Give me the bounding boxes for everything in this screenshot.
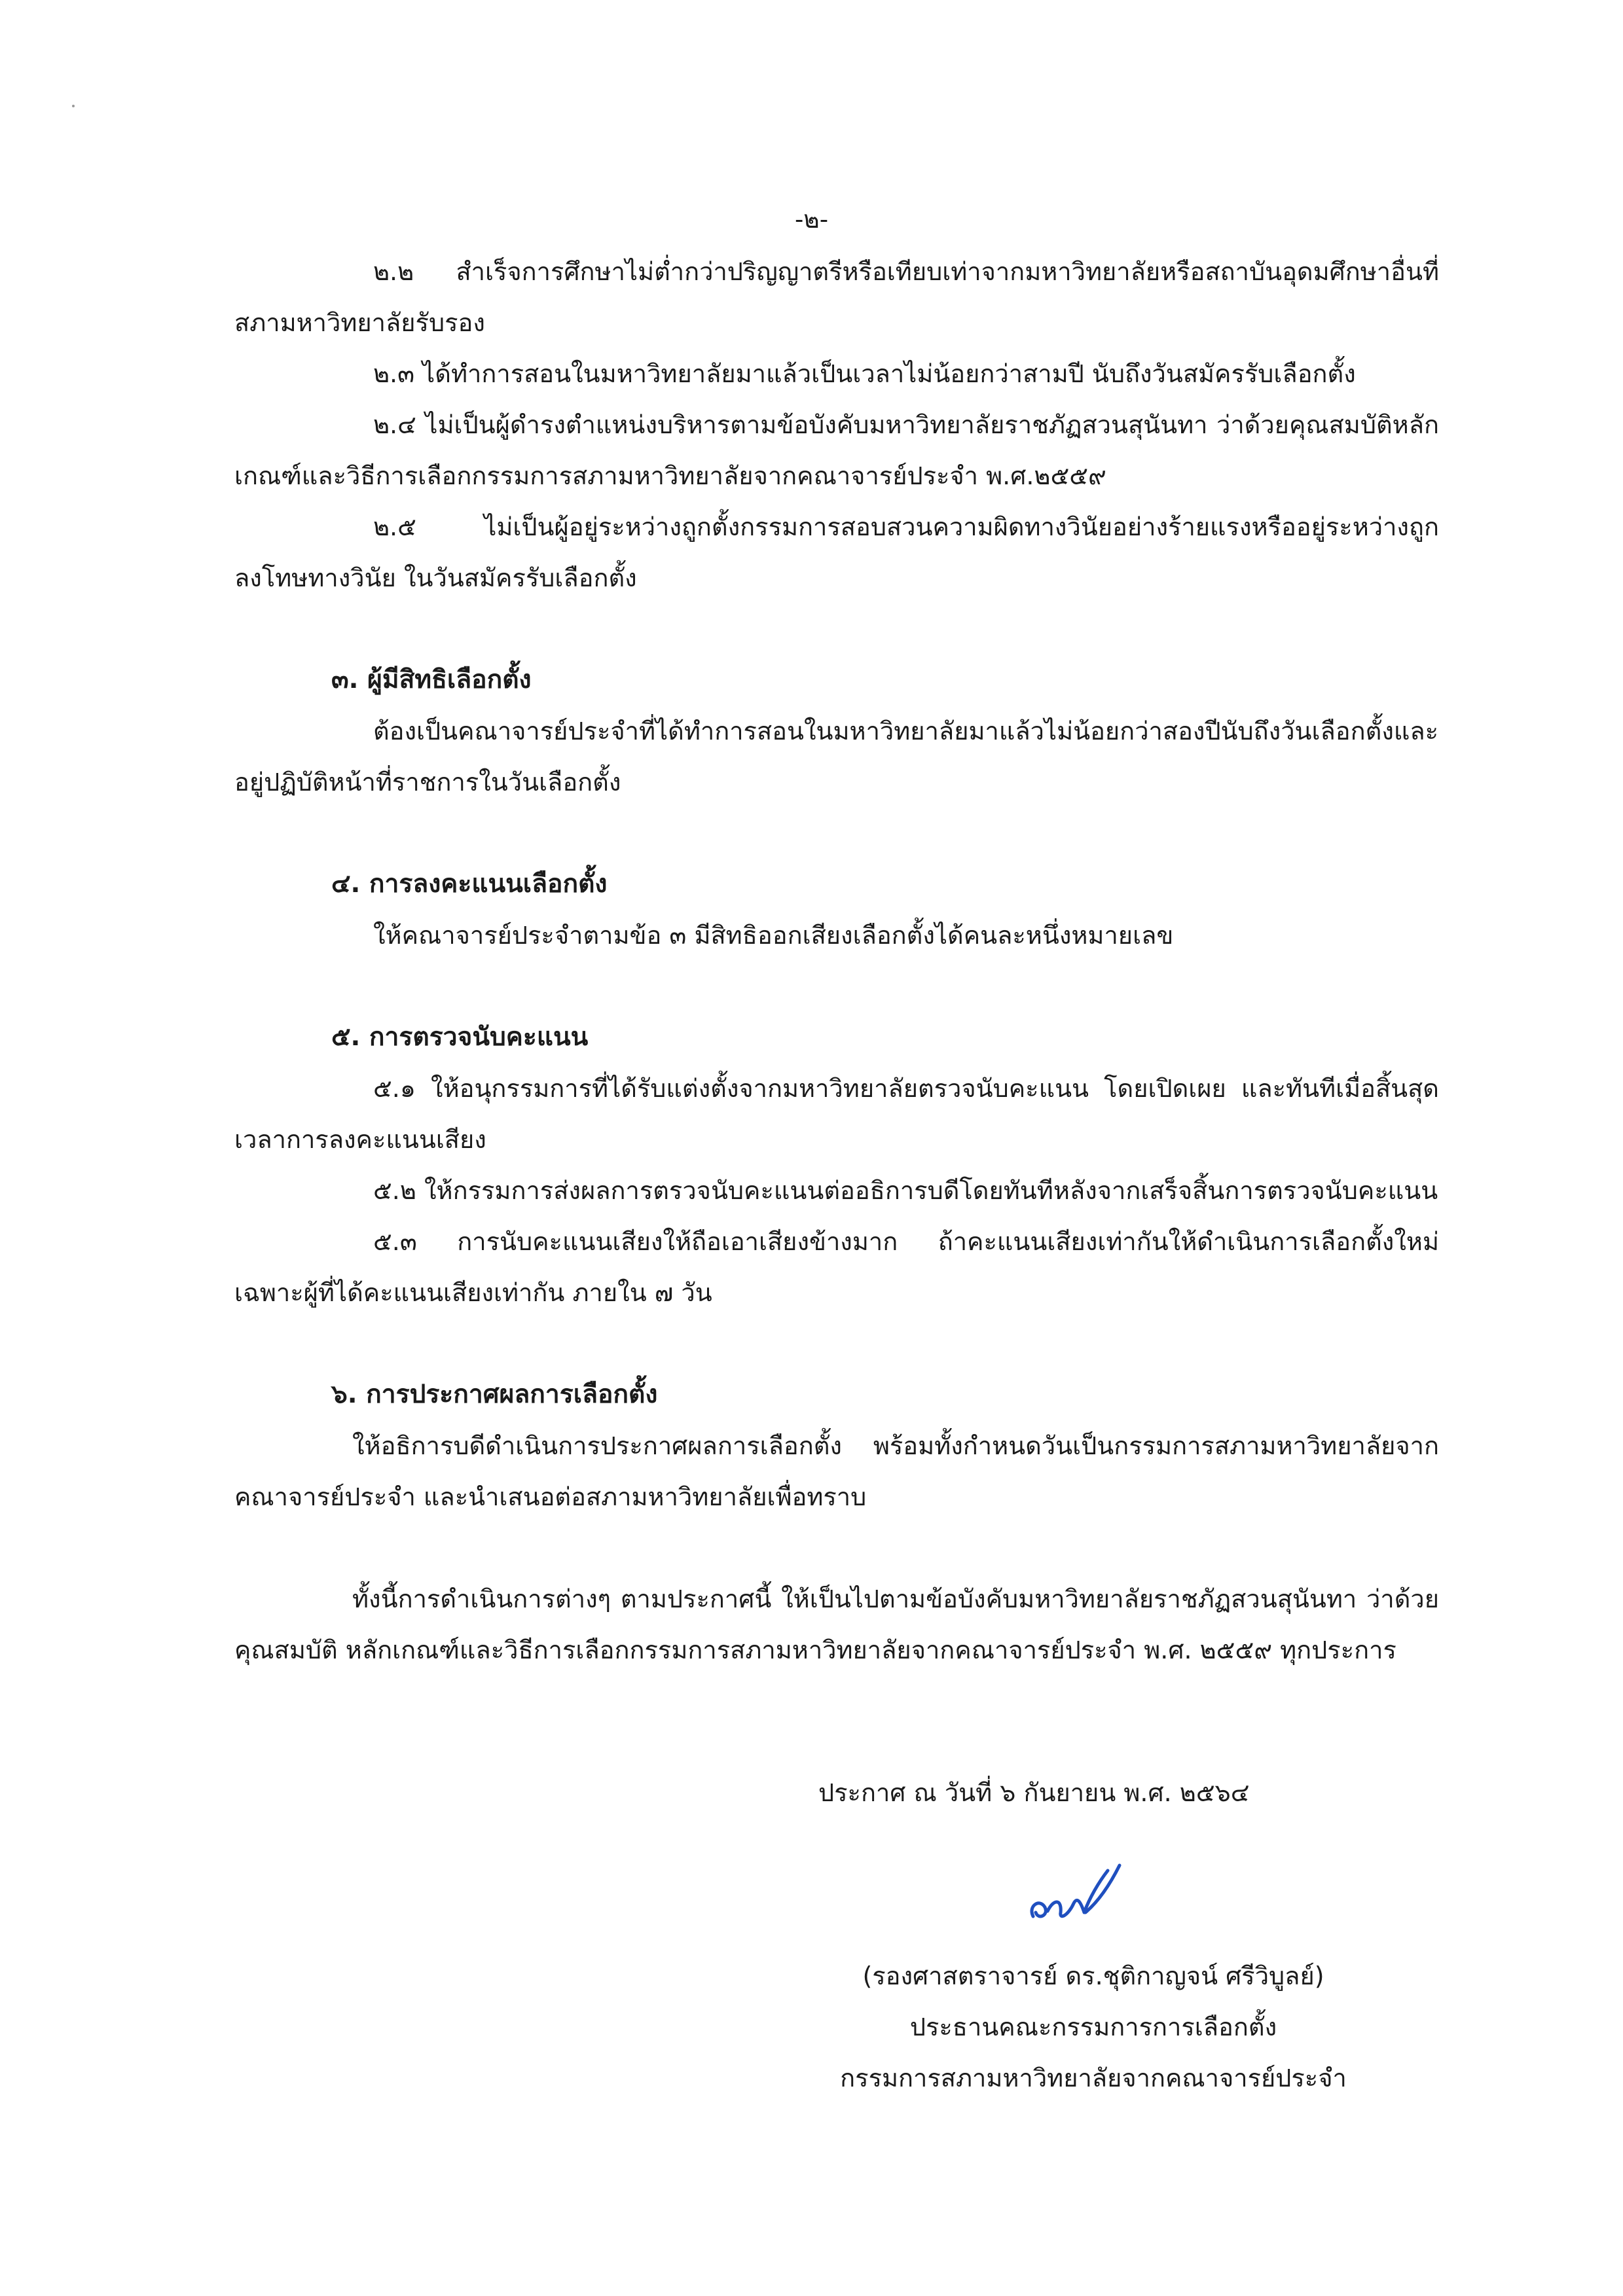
signatory-position-2: กรรมการสภามหาวิทยาลัยจากคณาจารย์ประจำ xyxy=(840,2064,1347,2092)
signatory-position-1: ประธานคณะกรรมการการเลือกตั้ง xyxy=(909,2013,1277,2041)
voting-text: ให้คณาจารย์ประจำตามข้อ ๓ มีสิทธิออกเสียงเลือกตั้งได้คนละหนึ่งหมายเลข xyxy=(373,921,1174,950)
clause-2-5: ๒.๕ ไม่เป็นผู้อยู่ระหว่างถูกตั้งกรรมการสอบสวนความผิดทางวินัยอย่างร้ายแรงหรืออยู่ระหว่างถูกลงโทษทางวินัย ในวันสมัครรับเลือกตั้ง xyxy=(234,512,1439,592)
heading-counting: ๕. การตรวจนับคะแนน xyxy=(331,1022,589,1052)
announcement-date: ประกาศ ณ วันที่ ๖ กันยายน พ.ศ. ๒๕๖๔ xyxy=(818,1778,1250,1807)
scan-speck xyxy=(72,105,75,107)
clause-2-2: ๒.๒ สำเร็จการศึกษาไม่ต่ำกว่าปริญญาตรีหรือเทียบเท่าจากมหาวิทยาลัยหรือสถาบันอุดมศึกษาอื่นที่สภามหาวิทยาลัยรับรอง xyxy=(234,257,1439,337)
document-body xyxy=(234,246,1439,1676)
page-number: -๒- xyxy=(794,206,829,234)
signatory-name: (รองศาสตราจารย์ ดร.ชุติกาญจน์ ศรีวิบูลย์) xyxy=(862,1962,1324,1990)
handwritten-signature xyxy=(1021,1852,1152,1931)
heading-voters: ๓. ผู้มีสิทธิเลือกตั้ง xyxy=(331,665,532,694)
heading-voting: ๔. การลงคะแนนเลือกตั้ง xyxy=(331,869,608,899)
clause-2-3: ๒.๓ ได้ทำการสอนในมหาวิทยาลัยมาแล้วเป็นเวลาไม่น้อยกว่าสามปี นับถึงวันสมัครรับเลือกตั้ง xyxy=(373,359,1356,388)
clause-2-4: ๒.๔ ไม่เป็นผู้ดำรงตำแหน่งบริหารตามข้อบังคับมหาวิทยาลัยราชภัฏสวนสุนันทา ว่าด้วยคุณสมบัติหลักเกณฑ์และวิธีการเลือกกรรมการสภามหาวิทยาลัยจากคณาจารย์ประจำ พ.ศ.๒๕๕๙ xyxy=(234,410,1439,490)
announce-text: ให้อธิการบดีดำเนินการประกาศผลการเลือกตั้ง พร้อมทั้งกำหนดวันเป็นกรรมการสภามหาวิทยาลัยจากคณาจารย์ประจำ และนำเสนอต่อสภามหาวิทยาลัยเพื่อทราบ xyxy=(234,1431,1439,1511)
heading-announce: ๖. การประกาศผลการเลือกตั้ง xyxy=(331,1380,658,1409)
closing-paragraph: ทั้งนี้การดำเนินการต่างๆ ตามประกาศนี้ ให้เป็นไปตามข้อบังคับมหาวิทยาลัยราชภัฏสวนสุนันทา ว่าด้วยคุณสมบัติ หลักเกณฑ์และวิธีการเลือกกรรมการสภามหาวิทยาลัยจากคณาจารย์ประจำ พ.ศ. ๒๕๕๙ ทุกประการ xyxy=(234,1585,1439,1664)
clause-5-1: ๕.๑ ให้อนุกรรมการที่ได้รับแต่งตั้งจากมหาวิทยาลัยตรวจนับคะแนน โดยเปิดเผย และทันทีเมื่อสิ้นสุดเวลาการลงคะแนนเสียง xyxy=(234,1074,1439,1154)
clause-5-2: ๕.๒ ให้กรรมการส่งผลการตรวจนับคะแนนต่ออธิการบดีโดยทันทีหลังจากเสร็จสิ้นการตรวจนับคะแนน xyxy=(373,1176,1438,1205)
clause-5-3: ๕.๓ การนับคะแนนเสียงให้ถือเอาเสียงข้างมาก ถ้าคะแนนเสียงเท่ากันให้ดำเนินการเลือกตั้งใหม่เฉพาะผู้ที่ได้คะแนนเสียงเท่ากัน ภายใน ๗ วัน xyxy=(234,1227,1439,1307)
voters-text: ต้องเป็นคณาจารย์ประจำที่ได้ทำการสอนในมหาวิทยาลัยมาแล้วไม่น้อยกว่าสองปีนับถึงวันเลือกตั้งและอยู่ปฏิบัติหน้าที่ราชการในวันเลือกตั้ง xyxy=(234,717,1439,797)
